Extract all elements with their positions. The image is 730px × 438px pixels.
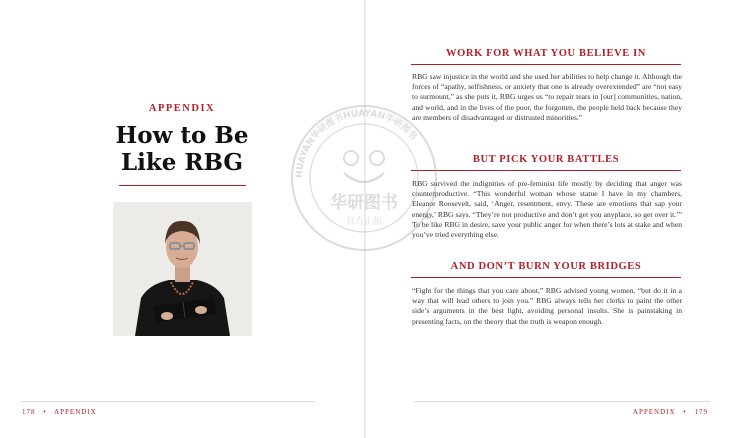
left-footer-label: APPENDIX [54,408,97,416]
rbg-photo [113,202,252,336]
left-footer [22,408,97,416]
watermark-center-text: 华研图书 [330,193,398,213]
appendix-kicker: APPENDIX [148,103,216,114]
section-2-rule [411,170,681,171]
section-2-heading: BUT PICK YOUR BATTLES [472,154,620,165]
page-title [0,122,364,176]
watermark-arc-text: HUAYAN华研图书HUAYAN华研图书 [294,108,419,179]
section-heading-work [411,48,681,65]
section-1-heading: WORK FOR WHAT YOU BELIEVE IN [446,48,646,59]
right-page [366,0,730,438]
section-heading-battles [411,154,681,171]
title-rule [119,185,246,186]
left-page-number: 178 [22,408,36,416]
watermark-sub-text: 官方正版 [345,217,383,227]
section-1-rule [411,64,681,65]
right-footer-rule [414,401,710,402]
right-footer [633,408,708,416]
title-line-1: How to Be [115,122,249,149]
title-line-2: Like RBG [120,149,244,176]
right-footer-label: APPENDIX [632,408,676,416]
section-3-heading: AND DON’T BURN YOUR BRIDGES [450,261,642,272]
footer-separator: • [43,408,47,416]
section-heading-bridges [411,261,681,278]
right-page-number: 179 [694,408,708,416]
footer-separator: • [683,408,687,416]
rbg-portrait-illustration [113,202,252,336]
section-2-body: RBG survived the indignities of pre-feminist life mostly by deciding that anger was counterproductive. “This wonderful woman whose statue I have in my chambers, Eleanor Roosevelt, said, ‘Anger, resentment, envy. These are emotions that sap your energy,’ RBG says. “They’re not productive and don’t get you anyplace, so get over it.’” To be like RBG in desire, save your public anger for when there’s lots at stake and when you’ve tried everything else. [412,179,682,240]
section-3-body: “Fight for the things that you care about,” RBG advised young women, “but do it in a way that will lead others to join you.” RBG always tells her clerks to paint the other side’s arguments in the best light, avoiding personal insults. She is painstaking in presenting facts, on the theory that the truth is weapon enough. [412,286,682,326]
left-page [0,0,364,438]
section-1-body: RBG saw injustice in the world and she used her abilities to help change it. Although the forces of “apathy, selfishness, or anxiety that one is already overextended” are “not easy to surmount,” as she puts it, RBG urges us “to repair tears in [our] communities, nation, and world, and in the lives of the poor, the forgotten, the people held back because they are members of disadvantaged or distrusted minorities.” [412,72,682,122]
left-footer-rule [20,401,316,402]
section-3-rule [411,277,681,278]
